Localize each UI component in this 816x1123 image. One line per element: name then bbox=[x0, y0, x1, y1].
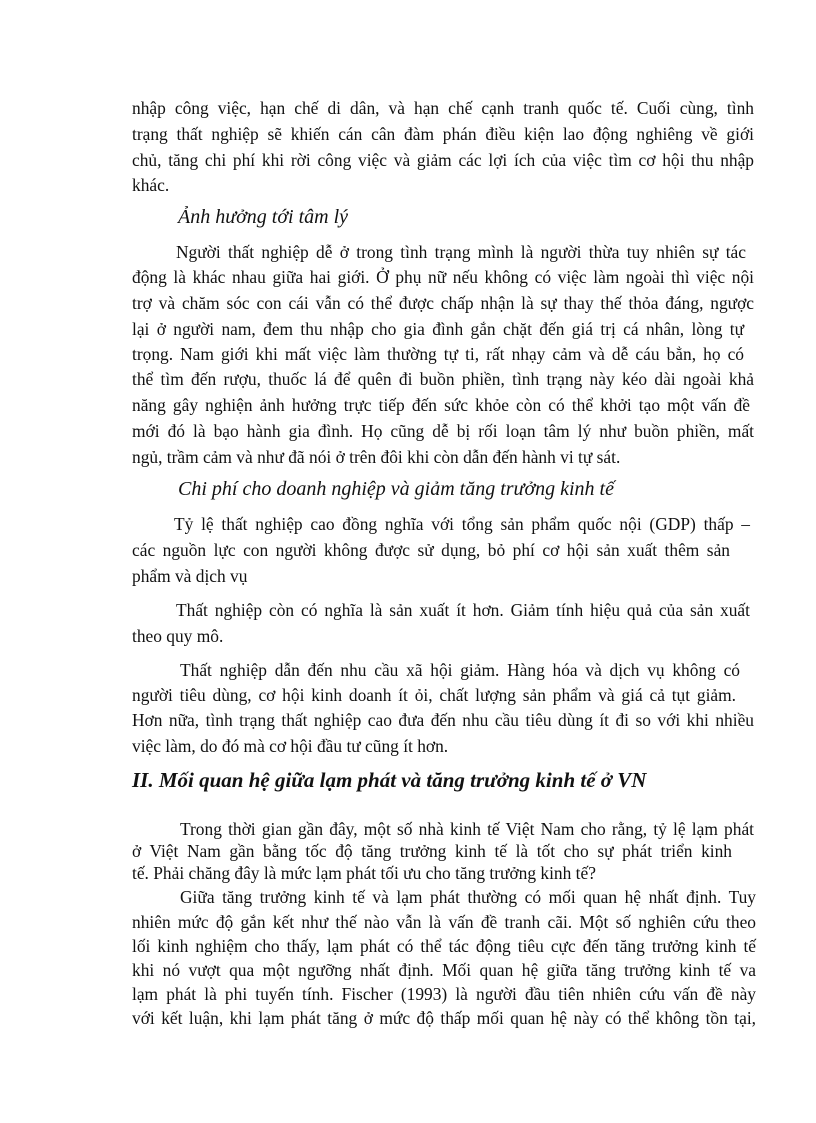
text-line: Thất nghiệp dẫn đến nhu cầu xã hội giảm. Hàng hóa và dịch vụ không có bbox=[180, 660, 740, 680]
text-line: người tiêu dùng, cơ hội kinh doanh ít ỏi, chất lượng sản phẩm và giá cả tụt giảm. bbox=[132, 685, 736, 705]
text-line: nhập công việc, hạn chế di dân, và hạn chế cạnh tranh quốc tế. Cuối cùng, tình bbox=[132, 98, 754, 118]
text-line: Người thất nghiệp dễ ở trong tình trạng mình là người thừa tuy nhiên sự tác bbox=[176, 242, 746, 262]
text-line: lại ở người nam, đem thu nhập cho gia đình gắn chặt đến giá trị cá nhân, lòng tự bbox=[132, 319, 744, 339]
text-line: các nguồn lực con người không được sử dụng, bỏ phí cơ hội sản xuất thêm sản bbox=[132, 540, 730, 560]
text-line: ngủ, trầm cảm và như đã nói ở trên đôi khi còn dẫn đến hành vi tự sát. bbox=[132, 447, 621, 467]
text-line: Tỷ lệ thất nghiệp cao đồng nghĩa với tổng sản phẩm quốc nội (GDP) thấp – bbox=[174, 514, 750, 534]
section-heading-psychology: Ảnh hưởng tới tâm lý bbox=[178, 206, 349, 228]
text-line: Hơn nữa, tình trạng thất nghiệp cao đưa đến nhu cầu tiêu dùng ít đi so với khi nhiều bbox=[132, 710, 754, 730]
text-line: năng gây nghiện ảnh hưởng trực tiếp đến sức khỏe còn có thể khởi tạo một vấn đề bbox=[132, 395, 750, 415]
text-line: lạm phát là phi tuyến tính. Fischer (1993) là người đầu tiên nhiên cứu vấn đề này bbox=[132, 984, 756, 1004]
text-line: chủ, tăng chi phí khi rời công việc và giảm các lợi ích của việc tìm cơ hội thu nhập bbox=[132, 150, 754, 170]
text-line: Giữa tăng trưởng kinh tế và lạm phát thường có mối quan hệ nhất định. Tuy bbox=[180, 887, 756, 907]
text-line: Trong thời gian gần đây, một số nhà kinh tế Việt Nam cho rằng, tỷ lệ lạm phát bbox=[180, 819, 754, 839]
text-line: khác. bbox=[132, 175, 170, 195]
text-line: động là khác nhau giữa hai giới. Ở phụ nữ nếu không có việc làm ngoài thì việc nội bbox=[132, 267, 754, 287]
text-line: trợ và chăm sóc con cái vẫn có thể được chấp nhận là sự thay thế thỏa đáng, ngược bbox=[132, 293, 754, 313]
text-line: phẩm và dịch vụ bbox=[132, 566, 248, 586]
text-line: trạng thất nghiệp sẽ khiến cán cân đàm phán điều kiện lao động nghiêng về giới bbox=[132, 124, 754, 144]
section-heading-business-cost: Chi phí cho doanh nghiệp và giảm tăng trưởng kinh tế bbox=[178, 478, 614, 500]
text-line: việc làm, do đó mà cơ hội đầu tư cũng ít hơn. bbox=[132, 736, 449, 756]
text-line: khi nó vượt qua một ngưỡng nhất định. Mối quan hệ giữa tăng trưởng kinh tế va bbox=[132, 960, 756, 980]
text-line: ở Việt Nam gần bằng tốc độ tăng trưởng kinh tế là tốt cho sự phát triển kinh bbox=[132, 841, 732, 861]
text-line: nhiên mức độ gắn kết như thế nào vẫn là vấn đề tranh cãi. Một số nghiên cứu theo bbox=[132, 912, 756, 932]
text-line: lối kinh nghiệm cho thấy, lạm phát có thể tác động tiêu cực đến tăng trưởng kinh tế bbox=[132, 936, 756, 956]
text-line: thể tìm đến rượu, thuốc lá để quên đi buồn phiền, tình trạng này kéo dài ngoài khả bbox=[132, 369, 754, 389]
text-line: với kết luận, khi lạm phát tăng ở mức độ thấp mối quan hệ này có thể không tồn tại, bbox=[132, 1008, 756, 1028]
text-line: mới đó là bạo hành gia đình. Họ cũng dễ bị rối loạn tâm lý như buồn phiền, mất bbox=[132, 421, 754, 441]
section-heading-ii: II. Mối quan hệ giữa lạm phát và tăng trưởng kinh tế ở VN bbox=[132, 768, 647, 792]
text-line: theo quy mô. bbox=[132, 626, 224, 646]
text-line: trọng. Nam giới khi mất việc làm thường tự ti, rất nhạy cảm và dễ cáu bẳn, họ có bbox=[132, 344, 744, 364]
text-line: Thất nghiệp còn có nghĩa là sản xuất ít hơn. Giảm tính hiệu quả của sản xuất bbox=[176, 600, 750, 620]
text-line: tế. Phải chăng đây là mức lạm phát tối ưu cho tăng trưởng kinh tế? bbox=[132, 863, 596, 883]
